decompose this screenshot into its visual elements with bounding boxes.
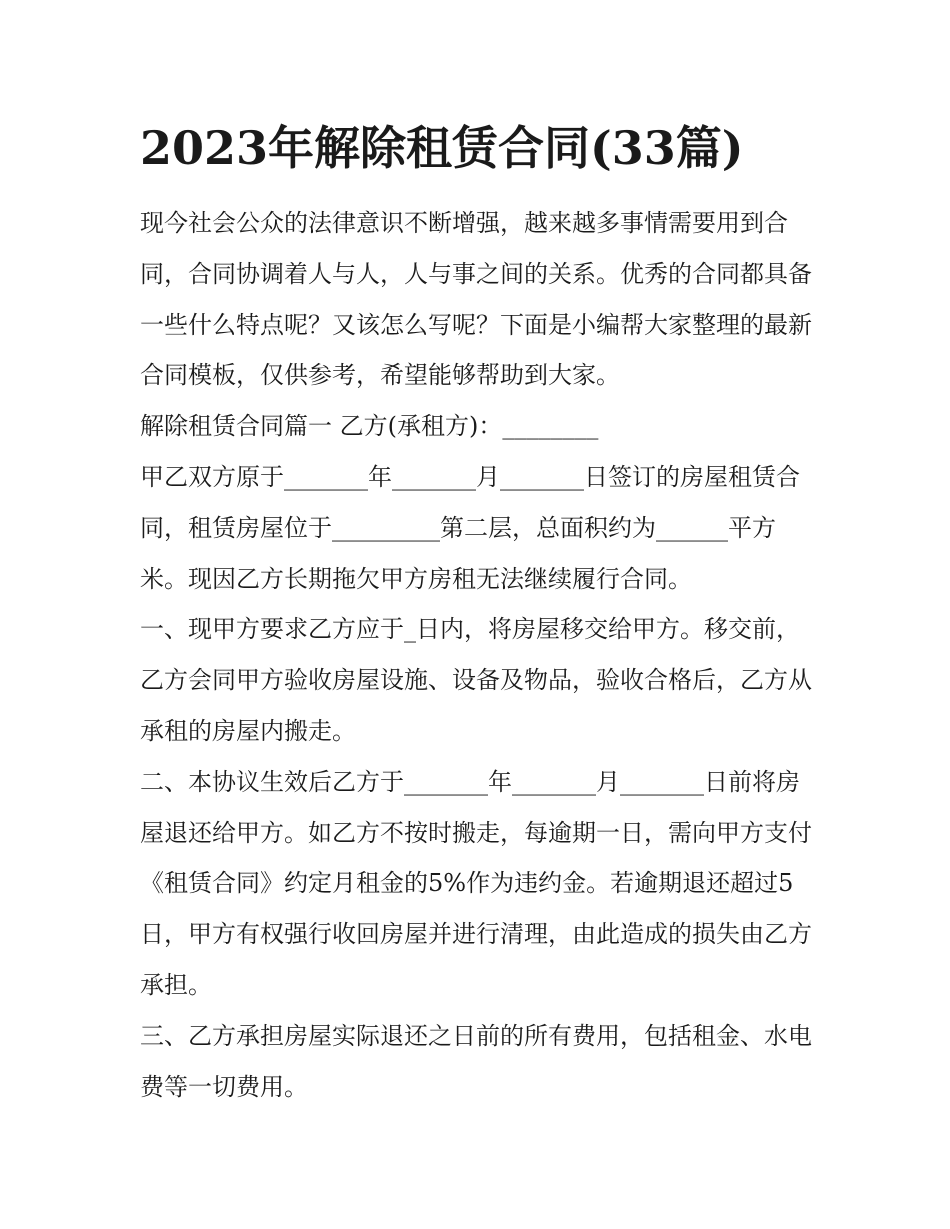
clause-three-paragraph: 三、乙方承担房屋实际退还之日前的所有费用，包括租金、水电费等一切费用。: [140, 1021, 812, 1101]
document-page: [140, 118, 812, 1112]
document-title: 2023年解除租赁合同(33篇): [140, 121, 744, 175]
clause-one-paragraph: 一、现甲方要求乙方应于_日内，将房屋移交给甲方。移交前，乙方会同甲方验收房屋设施、设备及物品，验收合格后，乙方从承租的房屋内搬走。: [140, 615, 812, 745]
contract-background-paragraph: 甲乙双方原于_______年_______月_______日签订的房屋租赁合同，租赁房屋位于_________第二层，总面积约为______平方米。现因乙方长期拖欠甲方房租无法继续履行合同。: [140, 462, 800, 593]
intro-paragraph: 现今社会公众的法律意识不断增强，越来越多事情需要用到合同，合同协调着人与人，人与事之间的关系。优秀的合同都具备一些什么特点呢？又该怎么写呢？下面是小编帮大家整理的最新合同模板，仅供参考，希望能够帮助到大家。: [140, 209, 812, 390]
section-heading-lessee: 解除租赁合同篇一 乙方(承租方)：________: [140, 412, 599, 441]
clause-two-paragraph: 二、本协议生效后乙方于_______年_______月_______日前将房屋退还给甲方。如乙方不按时搬走，每逾期一日，需向甲方支付《租赁合同》约定月租金的5%作为违约金。若逾期退还超过5日，甲方有权强行收回房屋并进行清理，由此造成的损失由乙方承担。: [140, 767, 812, 999]
